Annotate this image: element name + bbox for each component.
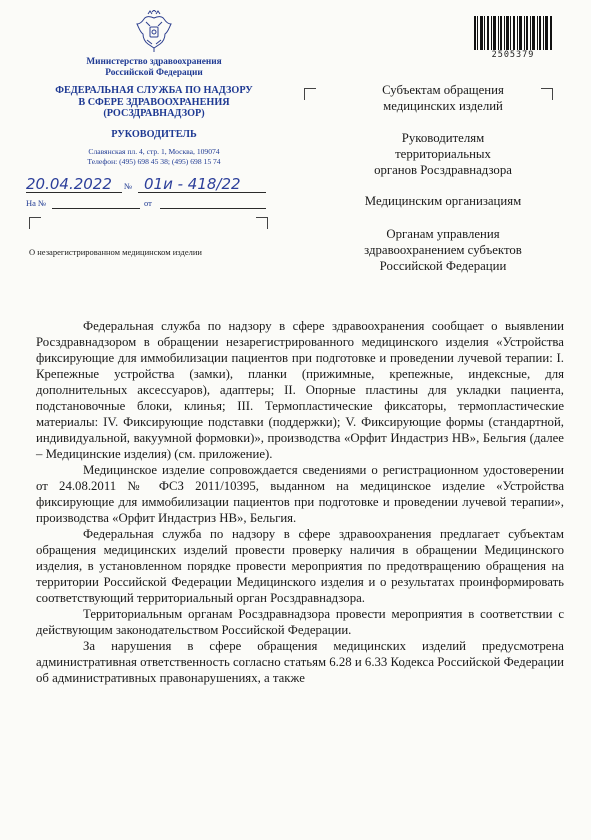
corner-bracket — [256, 217, 268, 229]
letter-body — [36, 318, 564, 686]
paragraph: Территориальным органам Росздравнадзора провести мероприятия в соответствии с действующим законодательством Российской Федерации. — [36, 607, 564, 637]
paragraph: Федеральная служба по надзору в сфере здравоохранения предлагает субъектам обращения медицинских изделий провести проверку наличия в обращении Медицинского изделия, в установленном порядке провести мероприятия по предотвращению обращения на территории Российской Федерации Медицинского изделия и о результатах проинформировать соответствующий территориальный орган Росздравнадзора. — [36, 527, 564, 605]
paragraph: За нарушения в сфере обращения медицинских изделий предусмотрена административная ответственность согласно статьям 6.28 и 6.33 Кодекса Российской Федерации об административных правонарушениях, а также — [36, 639, 564, 685]
corner-bracket — [304, 88, 316, 100]
paragraph: Медицинское изделие сопровождается сведениями о регистрационном удостоверении от 24.08.2011 № ФСЗ 2011/10395, выданном на медицинское изделие «Устройства фиксирующие для иммобилизации пациентов при подготовке и проведении лучевой терапии», производства «Орфит Индастриз НВ», Бельгия. — [36, 463, 564, 525]
barcode-icon — [474, 16, 552, 50]
document-date: 20.04.2022 — [26, 175, 112, 193]
recipient-block: Медицинским организациям — [364, 194, 522, 208]
number-label: № — [124, 181, 133, 191]
document-number: 01и - 418/22 — [144, 175, 241, 193]
coat-of-arms-icon — [134, 10, 174, 54]
ref-from-label: от — [144, 198, 152, 208]
reference-line — [26, 198, 266, 212]
recipient-block: Субъектам обращения медицинских изделий — [382, 83, 504, 113]
head-title: РУКОВОДИТЕЛЬ — [111, 129, 197, 140]
document-date-number-line — [26, 175, 266, 198]
ministry-name: Министерство здравоохранения Российской Федерации — [86, 57, 222, 78]
barcode-number: 2505379 — [491, 50, 535, 60]
paragraph: Федеральная служба по надзору в сфере здравоохранения сообщает о выявлении Росздравнадзором в обращении незарегистрированного медицинского изделия «Устройства фиксирующие для иммобилизации пациентов при подготовке и проведении лучевой терапии: I. Крепежные устройства (замки), планки (прижимные, крепежные, индексные, для дополнительных аксессуаров), адаптеры; II. Опорные пластины для укладки пациента, подстановочные блоки, клинья; III. Термопластические фиксаторы, термопластические материалы: IV. Фиксирующие подставки (поддержки); V. Фиксирующие формы (стандартной, индивидуальной, вакуумной формовки)», производства «Орфит Индастриз НВ», Бельгия (далее – Медицинские изделия) (см. приложение). — [36, 319, 564, 461]
recipient-block: Органам управления здравоохранением субъектов Российской Федерации — [364, 227, 522, 273]
agency-name: ФЕДЕРАЛЬНАЯ СЛУЖБА ПО НАДЗОРУ В СФЕРЕ ЗДРАВООХРАНЕНИЯ (РОСЗДРАВНАДЗОР) — [55, 85, 253, 119]
agency-address: Славянская пл. 4, стр. 1, Москва, 109074 Телефон: (495) 698 45 38; (495) 698 15 74 — [87, 147, 221, 166]
subject-line: О незарегистрированном медицинском изделии — [29, 247, 202, 257]
recipient-block: Руководителям территориальных органов Росздравнадзора — [374, 131, 512, 177]
corner-bracket — [29, 217, 41, 229]
ref-label: На № — [26, 198, 47, 208]
